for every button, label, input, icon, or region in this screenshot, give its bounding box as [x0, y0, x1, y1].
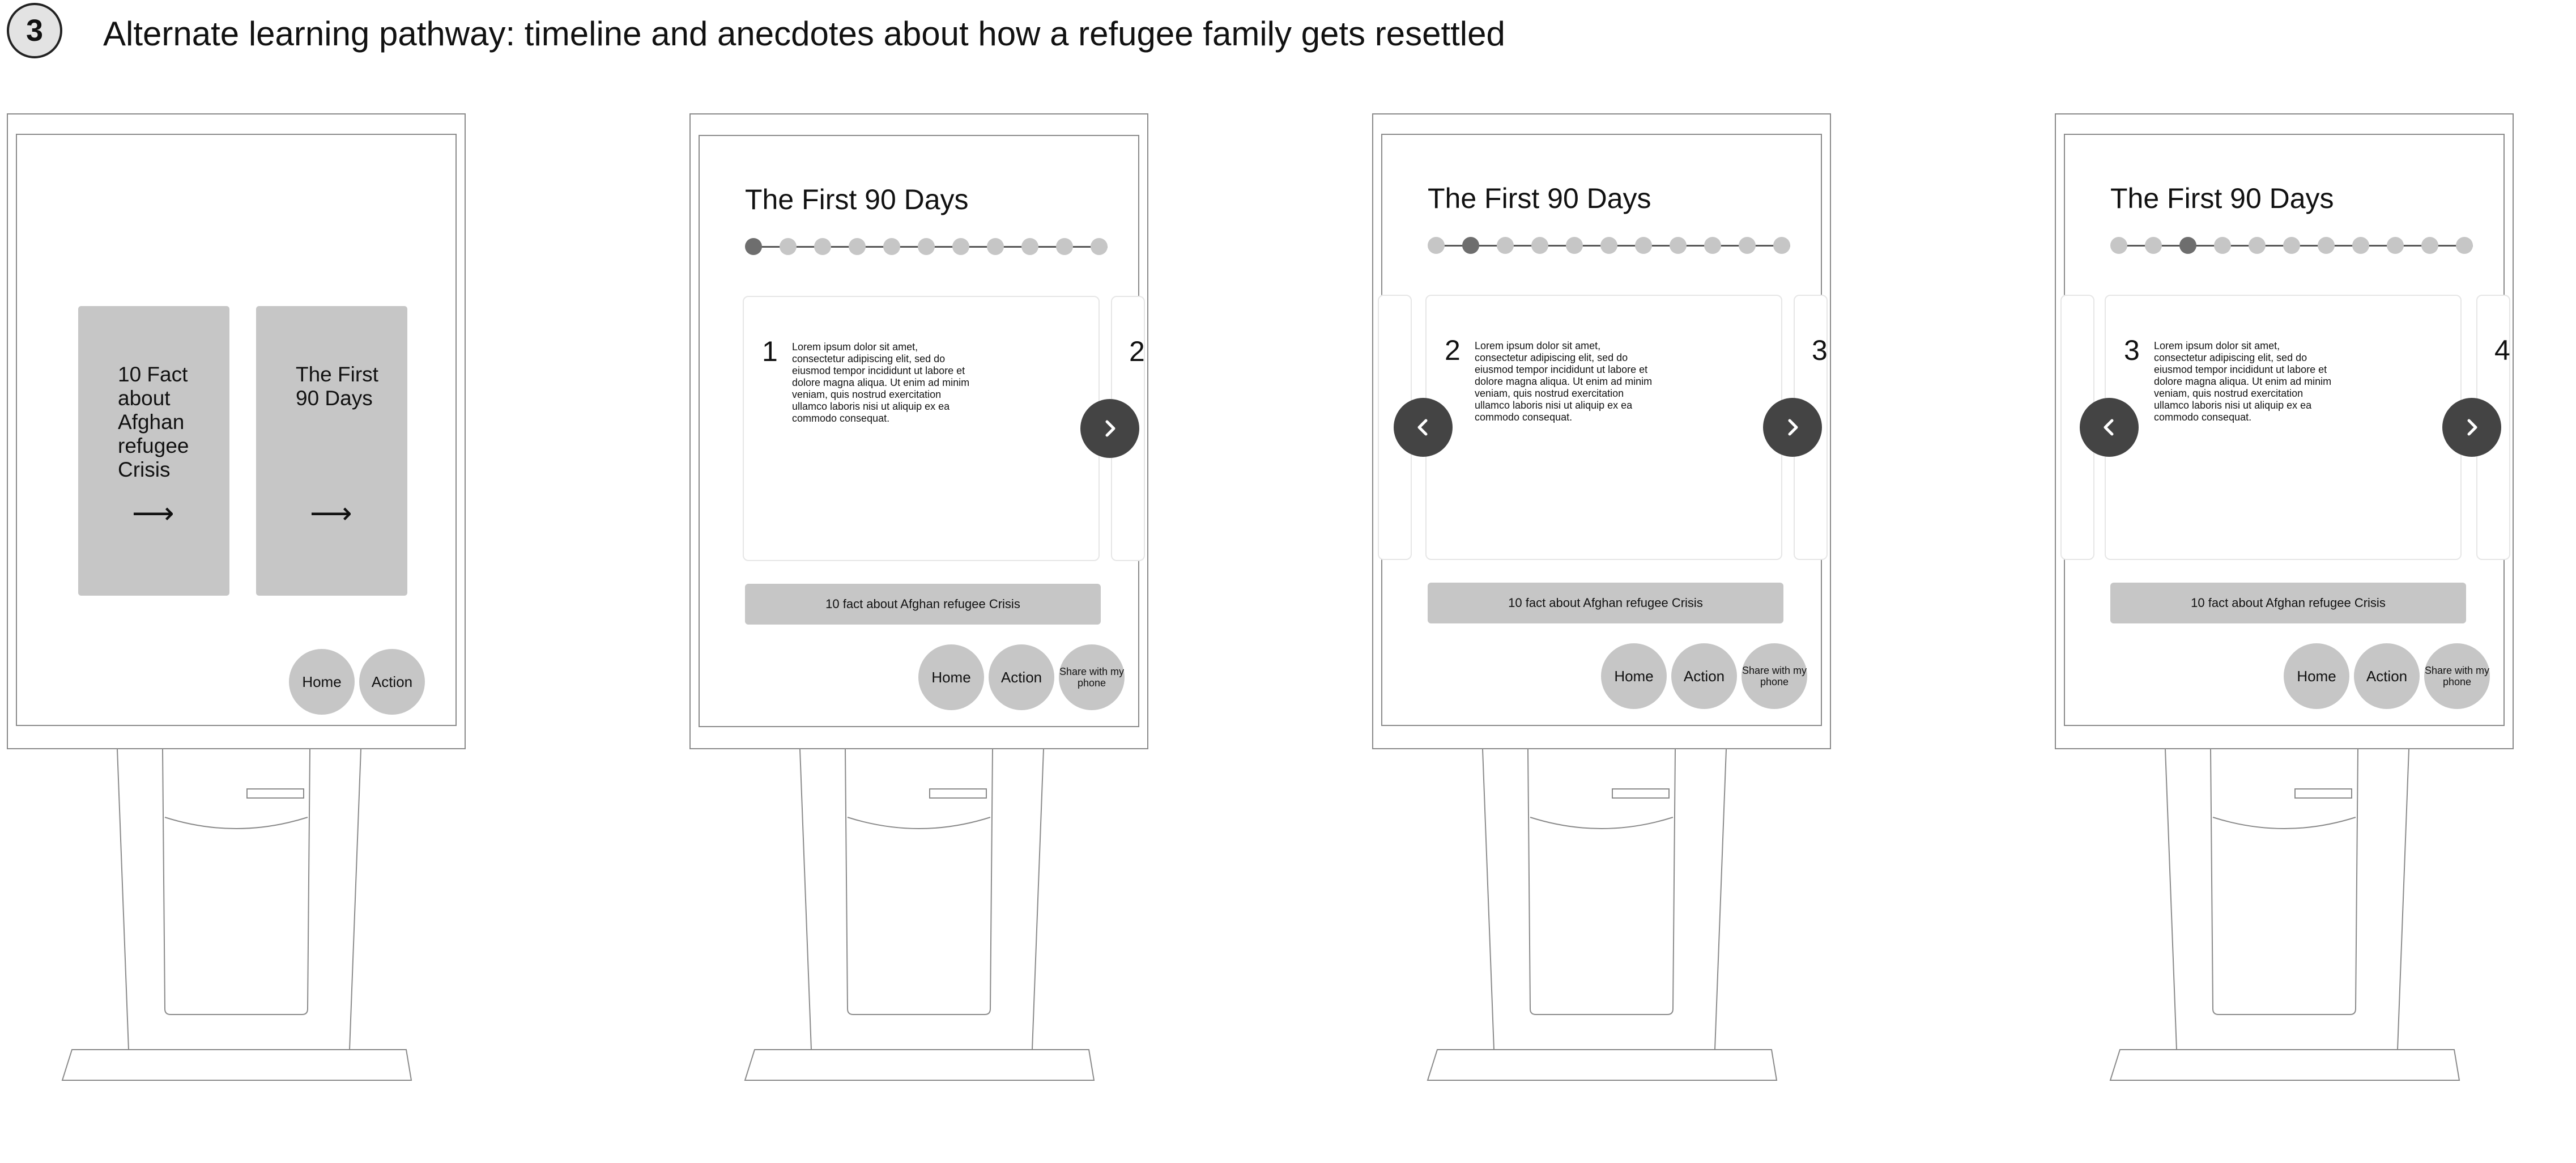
timeline-dot[interactable]: [1497, 237, 1514, 254]
chevron-left-icon: [1412, 416, 1434, 439]
home-button[interactable]: Home: [289, 649, 355, 715]
kiosk-stand: [689, 749, 1148, 1139]
action-button[interactable]: Action: [989, 644, 1054, 710]
slide-number: 1: [762, 336, 778, 367]
timeline-dot[interactable]: [2249, 237, 2266, 254]
kiosk-stand: [7, 749, 466, 1139]
action-button[interactable]: Action: [2354, 643, 2420, 709]
action-button[interactable]: Action: [359, 649, 425, 715]
prev-button[interactable]: [2080, 398, 2139, 457]
chevron-left-icon: [2098, 416, 2121, 439]
timeline-dot[interactable]: [1056, 238, 1073, 255]
next-slide-number: 3: [1812, 334, 1828, 366]
kiosk-2: [689, 113, 1148, 1139]
kiosk-stand: [2055, 749, 2514, 1139]
slide-number: 3: [2124, 334, 2140, 366]
timeline-dot[interactable]: [1566, 237, 1583, 254]
fact-link-button[interactable]: 10 fact about Afghan refugee Crisis: [2110, 583, 2466, 623]
first-90-days-card[interactable]: [256, 306, 407, 596]
timeline-dot[interactable]: [2387, 237, 2404, 254]
fact-link-button[interactable]: 10 fact about Afghan refugee Crisis: [1428, 583, 1783, 623]
timeline-dot[interactable]: [2283, 237, 2300, 254]
action-button[interactable]: Action: [1671, 643, 1737, 709]
step-number-badge: 3: [7, 3, 62, 58]
timeline-dot-active[interactable]: [745, 238, 762, 255]
timeline-title: The First 90 Days: [745, 184, 969, 215]
chevron-right-icon: [2460, 416, 2483, 439]
fact-link-button[interactable]: 10 fact about Afghan refugee Crisis: [745, 584, 1101, 625]
timeline-dot[interactable]: [1531, 237, 1548, 254]
first-90-days-card-label: The First 90 Days: [296, 363, 378, 410]
timeline-dot[interactable]: [952, 238, 969, 255]
timeline-dot[interactable]: [1600, 237, 1617, 254]
timeline-dot[interactable]: [1091, 238, 1108, 255]
timeline-title: The First 90 Days: [2110, 182, 2334, 214]
kiosk-screen: [16, 134, 457, 726]
share-with-phone-button[interactable]: Share with my phone: [1059, 644, 1125, 710]
share-with-phone-button[interactable]: Share with my phone: [2424, 643, 2490, 709]
arrow-right-icon: ⟶: [132, 497, 174, 530]
timeline-dot[interactable]: [1773, 237, 1790, 254]
slide-body: Lorem ipsum dolor sit amet, consectetur adipiscing elit, sed do eiusmod tempor incididunt ut labore et dolore magna aliqua. Ut enim ad minim veniam, quis nostrud exercitation ullamco laboris nisi ut aliquip ex ea commodo consequat.: [2154, 340, 2332, 423]
timeline-dot[interactable]: [2110, 237, 2127, 254]
fact-card-label: 10 Fact about Afghan refugee Crisis: [118, 363, 189, 481]
arrow-right-icon: ⟶: [310, 497, 352, 530]
timeline-dot[interactable]: [2421, 237, 2438, 254]
kiosk-screen: [699, 135, 1145, 727]
timeline-dot[interactable]: [1635, 237, 1652, 254]
slide-body: Lorem ipsum dolor sit amet, consectetur adipiscing elit, sed do eiusmod tempor incididunt ut labore et dolore magna aliqua. Ut enim ad minim veniam, quis nostrud exercitation ullamco laboris nisi ut aliquip ex ea commodo consequat.: [1475, 340, 1653, 423]
next-button[interactable]: [2442, 398, 2501, 457]
home-button[interactable]: Home: [2284, 643, 2349, 709]
timeline-slide: [2105, 295, 2462, 560]
timeline-dot[interactable]: [1704, 237, 1721, 254]
fact-card[interactable]: [78, 306, 229, 596]
slide-number: 2: [1445, 334, 1461, 366]
timeline-dot[interactable]: [1021, 238, 1038, 255]
timeline-slide: [743, 296, 1100, 561]
timeline-dot[interactable]: [849, 238, 866, 255]
share-with-phone-button[interactable]: Share with my phone: [1742, 643, 1807, 709]
timeline-slide: [1425, 295, 1782, 560]
timeline-dot[interactable]: [780, 238, 797, 255]
home-button[interactable]: Home: [1601, 643, 1667, 709]
kiosk-3: [1372, 113, 1831, 1139]
slide-body: Lorem ipsum dolor sit amet, consectetur adipiscing elit, sed do eiusmod tempor incididunt ut labore et dolore magna aliqua. Ut enim ad minim veniam, quis nostrud exercitation ullamco laboris nisi ut aliquip ex ea commodo consequat.: [792, 341, 970, 424]
next-slide-number: 4: [2494, 334, 2510, 366]
timeline-dot[interactable]: [918, 238, 935, 255]
timeline-dot[interactable]: [2352, 237, 2369, 254]
timeline-dot[interactable]: [2145, 237, 2162, 254]
kiosk-screen: [1381, 134, 1828, 726]
page-title: Alternate learning pathway: timeline and anecdotes about how a refugee family gets resettled: [103, 15, 1505, 53]
home-button[interactable]: Home: [918, 644, 984, 710]
timeline-dot[interactable]: [2318, 237, 2335, 254]
chevron-right-icon: [1781, 416, 1804, 439]
kiosk-4: [2055, 113, 2514, 1139]
kiosk-1: [7, 113, 466, 1139]
kiosk-stand: [1372, 749, 1831, 1139]
timeline-dot[interactable]: [1739, 237, 1756, 254]
chevron-right-icon: [1098, 417, 1121, 440]
next-button[interactable]: [1080, 399, 1139, 458]
timeline-dot-active[interactable]: [2179, 237, 2196, 254]
next-button[interactable]: [1763, 398, 1822, 457]
prev-button[interactable]: [1394, 398, 1453, 457]
kiosk-screen: [2064, 134, 2510, 726]
next-slide-number: 2: [1129, 336, 1145, 367]
timeline-dot[interactable]: [987, 238, 1004, 255]
timeline-title: The First 90 Days: [1428, 182, 1651, 214]
timeline-dot[interactable]: [2456, 237, 2473, 254]
timeline-dot-active[interactable]: [1462, 237, 1479, 254]
timeline-dot[interactable]: [1428, 237, 1445, 254]
timeline-dot[interactable]: [1670, 237, 1687, 254]
timeline-dot[interactable]: [883, 238, 900, 255]
timeline-dot[interactable]: [814, 238, 831, 255]
timeline-dot[interactable]: [2214, 237, 2231, 254]
